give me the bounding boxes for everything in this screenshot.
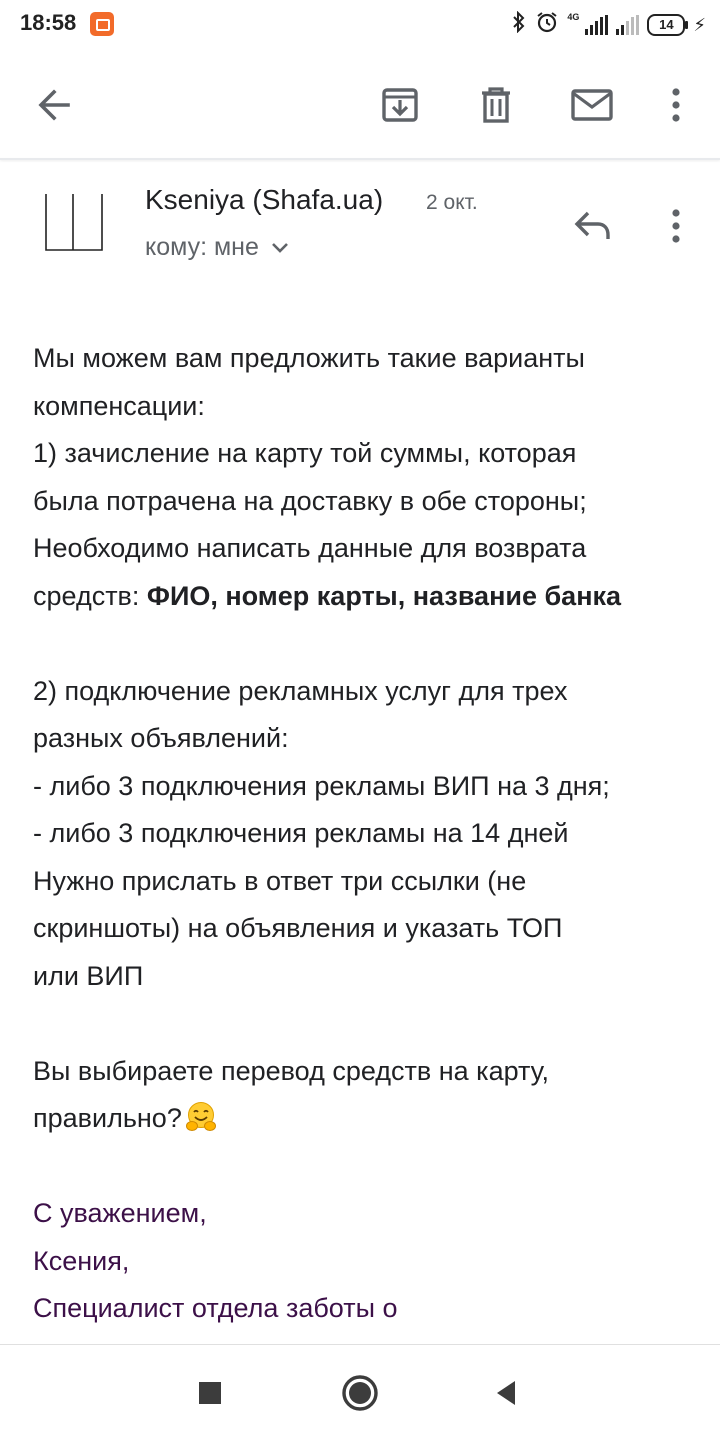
required-data-bold: ФИО, номер карты, название банка (146, 580, 622, 611)
mark-unread-button[interactable] (564, 77, 620, 133)
status-icons (511, 10, 706, 40)
blank-line (33, 620, 693, 668)
recipient-details-toggle[interactable] (145, 233, 289, 262)
top-app-bar (0, 55, 720, 155)
more-vert-icon (670, 208, 682, 244)
mail-icon (570, 87, 614, 123)
recipient-label: кому: мне (145, 233, 259, 261)
message-date: 2 окт. (426, 191, 478, 214)
chevron-down-icon (271, 242, 289, 254)
body-line: Вы выбираете перевод средств на карту, (33, 1055, 549, 1086)
alarm-icon (535, 10, 559, 40)
signature (33, 1190, 693, 1333)
more-options-button[interactable] (648, 77, 704, 133)
sender-avatar[interactable] (42, 192, 104, 254)
body-line: 2) подключение рекламных услуг для трех (33, 675, 568, 706)
delete-button[interactable] (468, 77, 524, 133)
status-bar (0, 0, 720, 50)
body-line (33, 573, 693, 621)
body-line: Мы можем вам предложить такие варианты (33, 343, 585, 373)
nav-back-button[interactable] (480, 1367, 532, 1419)
sender-name: Kseniya (Shafa.ua) (145, 184, 384, 215)
reply-icon (572, 209, 612, 243)
message-body (33, 335, 693, 1333)
signal-2-icon (616, 15, 639, 35)
body-line: - либо 3 подключения рекламы на 14 дней (33, 818, 569, 848)
body-line: была потрачена на доставку в обе стороны; (33, 485, 587, 516)
more-vert-icon (670, 87, 682, 123)
body-line: разных объявлений: (33, 723, 289, 753)
notification-app-icon (90, 12, 114, 36)
blank-line (33, 1143, 693, 1191)
question-text: правильно? (33, 1103, 182, 1133)
recents-button[interactable] (184, 1367, 236, 1419)
charging-icon: ⚡ (693, 14, 706, 35)
signature-line: Ксения, (33, 1245, 130, 1276)
triangle-back-icon (493, 1379, 519, 1407)
bluetooth-icon (511, 11, 527, 39)
body-line: 1) зачисление на карту той суммы, которая (33, 438, 577, 468)
archive-button[interactable] (372, 77, 428, 133)
sender-logo-icon (42, 192, 104, 254)
body-line (33, 1095, 693, 1143)
body-line: Необходимо написать данные для возврата (33, 533, 587, 563)
message-more-button[interactable] (652, 200, 700, 252)
network-type-label: 4G (567, 12, 580, 22)
home-button[interactable] (334, 1367, 386, 1419)
arrow-left-icon (34, 85, 74, 125)
body-line-prefix: средств: (33, 580, 147, 611)
signature-line: Специалист отдела заботы о (33, 1293, 398, 1323)
square-icon (198, 1381, 222, 1405)
status-time: 18:58 (20, 10, 77, 35)
reply-button[interactable] (566, 200, 618, 252)
body-line: скриншоты) на объявления и указать ТОП (33, 913, 563, 943)
archive-icon (380, 85, 420, 125)
signal-icon (585, 15, 608, 35)
signature-line: С уважением, (33, 1198, 207, 1228)
blank-line (33, 1000, 693, 1048)
back-button[interactable] (26, 77, 82, 133)
circle-icon (341, 1374, 379, 1412)
trash-icon (476, 85, 516, 125)
body-line: Нужно прислать в ответ три ссылки (не (33, 865, 527, 896)
body-line: компенсации: (33, 390, 205, 421)
body-line: - либо 3 подключения рекламы ВИП на 3 дня; (33, 770, 610, 801)
battery-icon: 14 (647, 14, 685, 36)
appbar-divider (0, 158, 720, 160)
hugging-face-emoji-icon (184, 1101, 218, 1133)
body-line: или ВИП (33, 960, 144, 991)
system-nav-bar (0, 1344, 720, 1441)
